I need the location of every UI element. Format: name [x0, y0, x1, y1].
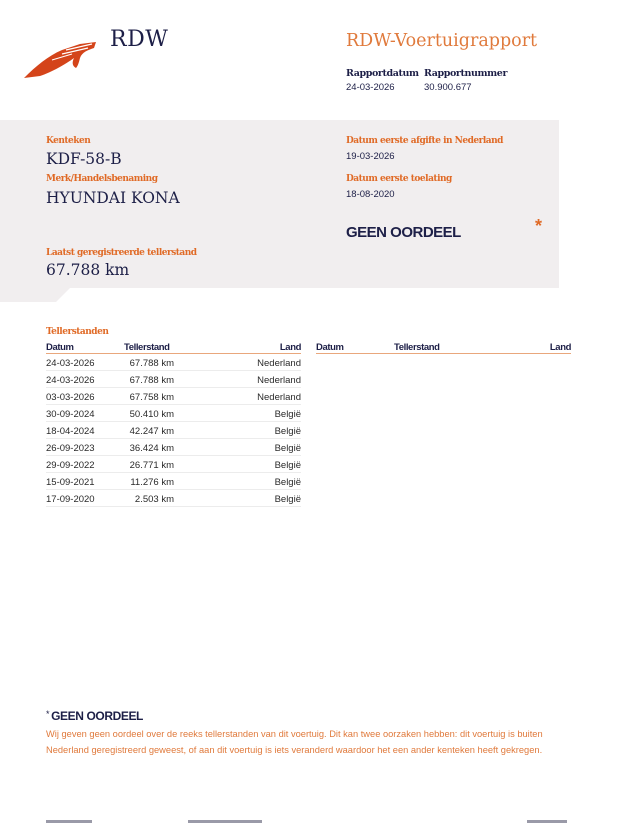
odometer-table	[46, 342, 301, 507]
footer-text-middle	[188, 820, 262, 823]
plate-value: KDF-58-B	[46, 150, 122, 168]
row-odometer: 50.410 km	[129, 409, 174, 420]
odometer-table-continued	[316, 342, 571, 354]
row-odometer: 67.788 km	[129, 375, 174, 386]
table-row	[46, 490, 301, 507]
verdict-footnote-marker: *	[535, 216, 543, 236]
row-odometer: 67.788 km	[129, 358, 174, 369]
row-odometer: 11.276 km	[130, 477, 174, 488]
first-admission-value: 18-08-2020	[346, 189, 395, 200]
first-admission-label: Datum eerste toelating	[346, 174, 452, 184]
row-odometer: 2.503 km	[134, 494, 174, 505]
make-value: HYUNDAI KONA	[46, 189, 180, 207]
row-date: 29-09-2022	[46, 460, 95, 471]
verdict: GEEN OORDEEL	[346, 224, 461, 241]
report-date-value: 24-03-2026	[346, 82, 395, 93]
table-row	[46, 473, 301, 490]
report-number-value: 30.900.677	[424, 82, 472, 93]
footnote-title-text: GEEN OORDEEL	[51, 709, 143, 723]
row-date: 18-04-2024	[46, 426, 95, 437]
row-country: België	[274, 460, 301, 471]
row-country: België	[274, 494, 301, 505]
first-issue-nl-value: 19-03-2026	[346, 151, 395, 162]
footnote-title	[46, 709, 143, 723]
rdw-feather-logo-icon	[22, 36, 98, 80]
row-country: Nederland	[257, 375, 301, 386]
row-country: België	[274, 477, 301, 488]
report-title: RDW-Voertuigrapport	[346, 31, 538, 51]
table-row	[46, 354, 301, 371]
table-row	[46, 388, 301, 405]
last-odometer-value: 67.788 km	[46, 261, 130, 279]
row-date: 30-09-2024	[46, 409, 95, 420]
column-header-date: Datum	[46, 342, 74, 353]
plate-label: Kenteken	[46, 136, 91, 146]
make-label: Merk/Handelsbenaming	[46, 174, 158, 184]
column-header-odometer: Tellerstand	[124, 342, 170, 353]
row-odometer: 67.758 km	[129, 392, 174, 403]
row-date: 26-09-2023	[46, 443, 95, 454]
table-header	[316, 342, 571, 354]
page-footer	[0, 820, 629, 825]
table-row	[46, 439, 301, 456]
brand-name: RDW	[110, 27, 169, 52]
footnote-text: Wij geven geen oordeel over de reeks tellerstanden van dit voertuig. Dit kan twee oorzaken hebben: dit voertuig is buiten Nederland geregistreerd geweest, of aan dit voertuig is iets veranderd waardoor het een ander kenteken heeft gekregen.	[46, 729, 543, 755]
row-country: België	[274, 426, 301, 437]
row-country: België	[274, 409, 301, 420]
table-header	[46, 342, 301, 354]
row-country: Nederland	[257, 392, 301, 403]
row-odometer: 36.424 km	[129, 443, 174, 454]
row-date: 15-09-2021	[46, 477, 95, 488]
table-row	[46, 371, 301, 388]
row-odometer: 42.247 km	[129, 426, 174, 437]
report-number-block	[424, 68, 507, 93]
column-header-country: Land	[279, 342, 301, 353]
row-country: België	[274, 443, 301, 454]
table-row	[46, 456, 301, 473]
row-country: Nederland	[257, 358, 301, 369]
column-header-date: Datum	[316, 342, 344, 353]
footnote-marker: *	[46, 709, 50, 719]
footer-text-left	[46, 820, 92, 823]
row-date: 17-09-2020	[46, 494, 95, 505]
panel-notch	[0, 288, 70, 302]
column-header-odometer: Tellerstand	[394, 342, 440, 353]
row-date: 24-03-2026	[46, 358, 95, 369]
report-date-block	[346, 68, 419, 93]
footer-text-right	[527, 820, 567, 823]
report-date-label: Rapportdatum	[346, 68, 419, 79]
row-odometer: 26.771 km	[129, 460, 174, 471]
row-date: 03-03-2026	[46, 392, 95, 403]
table-row	[46, 422, 301, 439]
row-date: 24-03-2026	[46, 375, 95, 386]
column-header-country: Land	[549, 342, 571, 353]
report-number-label: Rapportnummer	[424, 68, 508, 79]
odometer-table-title: Tellerstanden	[46, 327, 109, 337]
first-issue-nl-label: Datum eerste afgifte in Nederland	[346, 136, 503, 146]
last-odometer-label: Laatst geregistreerde tellerstand	[46, 248, 197, 258]
table-row	[46, 405, 301, 422]
